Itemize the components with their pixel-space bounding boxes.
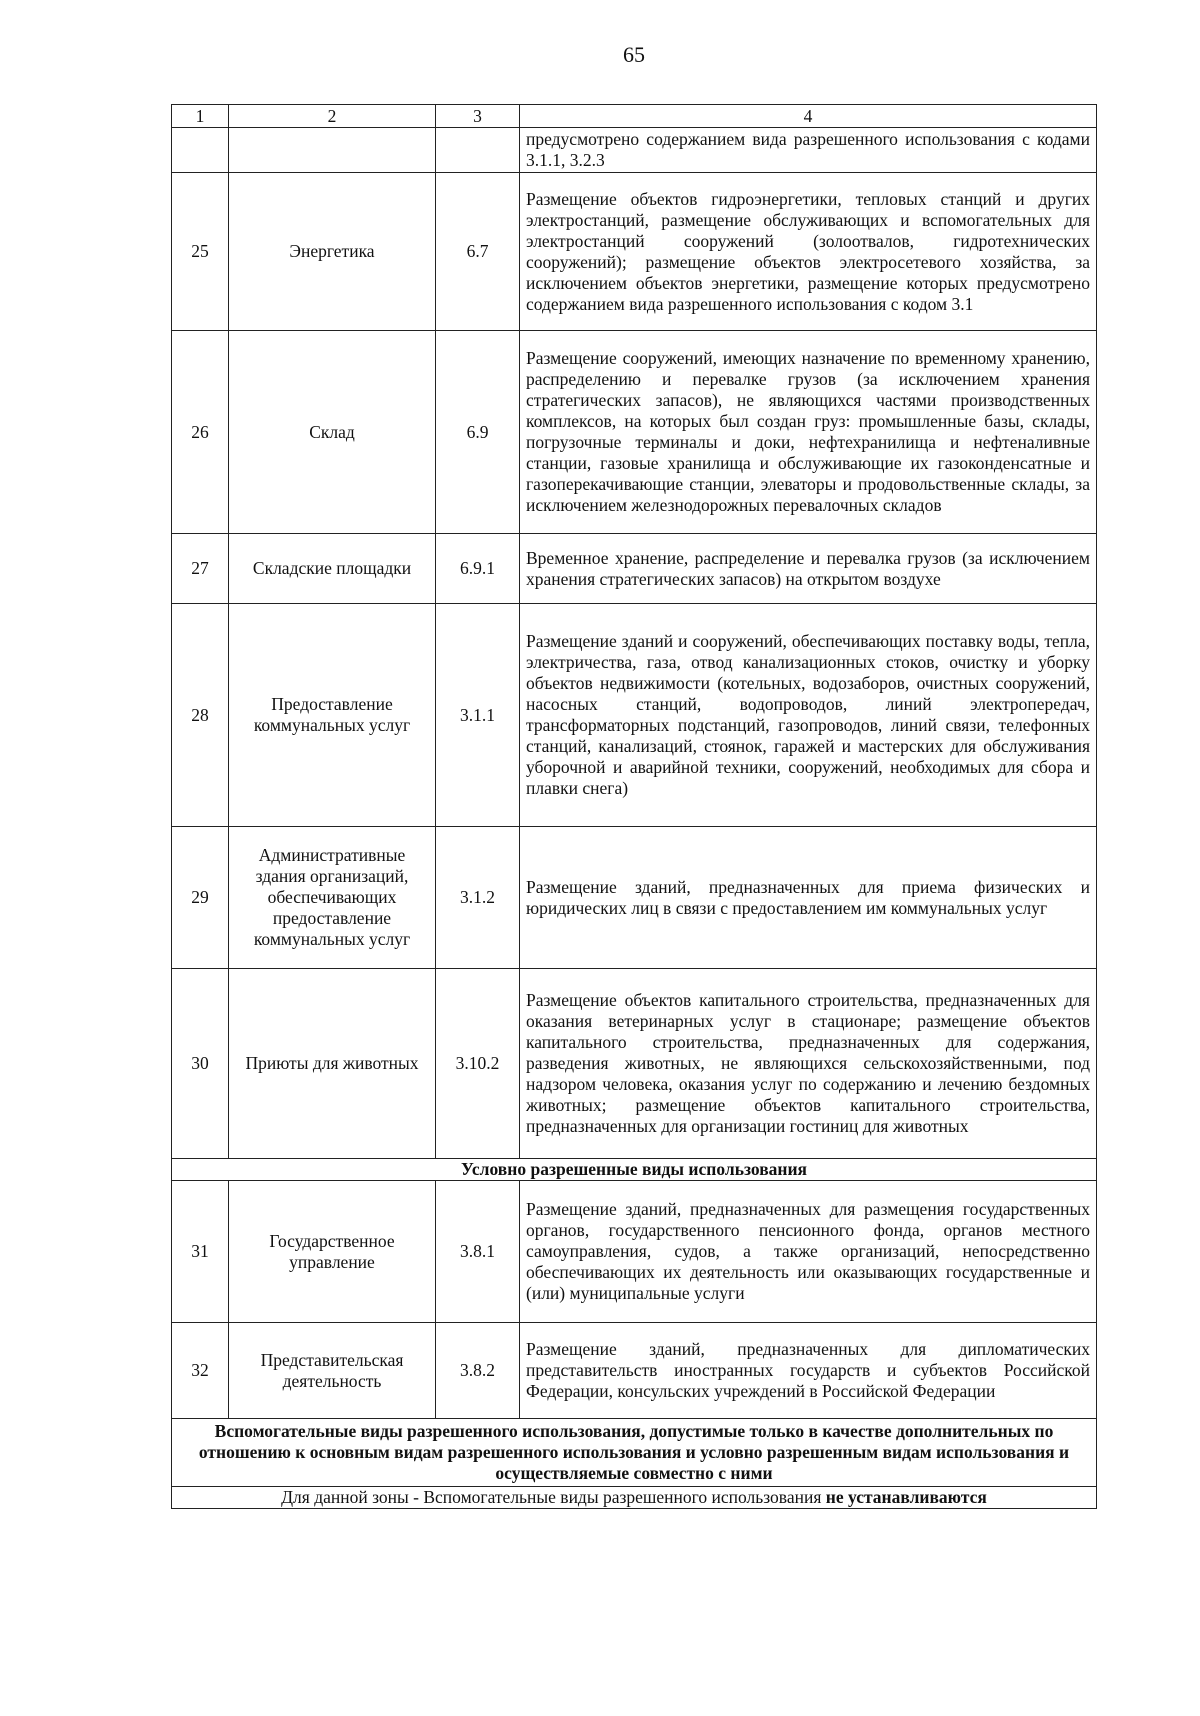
use-code: 3.1.1 bbox=[436, 604, 520, 827]
use-code: 3.8.1 bbox=[436, 1181, 520, 1323]
table-row bbox=[172, 534, 1097, 604]
use-name: Предоставление коммунальных услуг bbox=[229, 604, 436, 827]
use-code: 3.8.2 bbox=[436, 1323, 520, 1419]
page-number: 65 bbox=[623, 42, 645, 67]
use-name: Энергетика bbox=[229, 173, 436, 331]
use-name: Государственное управление bbox=[229, 1181, 436, 1323]
land-use-table bbox=[171, 104, 1097, 1509]
continuation-text: предусмотрено содержанием вида разрешенного использования с кодами 3.1.1, 3.2.3 bbox=[520, 128, 1097, 173]
column-number-2: 2 bbox=[229, 105, 436, 128]
row-number: 28 bbox=[172, 604, 229, 827]
use-description: Размещение зданий, предназначенных для приема физических и юридических лиц в связи с предоставлением им коммунальных услуг bbox=[520, 827, 1097, 969]
use-name: Приюты для животных bbox=[229, 969, 436, 1159]
column-number-1: 1 bbox=[172, 105, 229, 128]
row-number: 29 bbox=[172, 827, 229, 969]
footer-note bbox=[172, 1487, 1097, 1509]
use-description: Размещение объектов гидроэнергетики, тепловых станций и других электростанций, размещение обслуживающих и вспомогательных для электростанций сооружений (золоотвалов, гидротехнических сооружений); размещение объектов электросетевого хозяйства, за исключением объектов энергетики, размещение которых предусмотрено содержанием вида разрешенного использования с кодом 3.1 bbox=[520, 173, 1097, 331]
use-code: 6.9 bbox=[436, 331, 520, 534]
use-description: Размещение зданий, предназначенных для размещения государственных органов, государственного пенсионного фонда, органов местного самоуправления, судов, а также организаций, непосредственно обеспечивающих их деятельность или оказывающих государственные и (или) муниципальные услуги bbox=[520, 1181, 1097, 1323]
conditional-section-row bbox=[172, 1159, 1097, 1181]
auxiliary-section-row bbox=[172, 1419, 1097, 1487]
row-number: 30 bbox=[172, 969, 229, 1159]
row-number: 27 bbox=[172, 534, 229, 604]
footer-note-row bbox=[172, 1487, 1097, 1509]
table-row bbox=[172, 331, 1097, 534]
footer-note-text: Для данной зоны - Вспомогательные виды разрешенного использования bbox=[281, 1487, 826, 1507]
auxiliary-section-header: Вспомогательные виды разрешенного использования, допустимые только в качестве дополнительных по отношению к основным видам разрешенного использования и условно разрешенным видам использования и осуществляемые совместно с ними bbox=[172, 1419, 1097, 1487]
row-number: 25 bbox=[172, 173, 229, 331]
continuation-row bbox=[172, 128, 1097, 173]
column-number-3: 3 bbox=[436, 105, 520, 128]
table-row bbox=[172, 1181, 1097, 1323]
use-code: 3.1.2 bbox=[436, 827, 520, 969]
footer-note-emphasis: не устанавливаются bbox=[825, 1487, 987, 1507]
use-description: Размещение зданий и сооружений, обеспечивающих поставку воды, тепла, электричества, газа, отвод канализационных стоков, очистку и уборку объектов недвижимости (котельных, водозаборов, очистных сооружений, насосных станций, водопроводов, линий электропередач, трансформаторных подстанций, газопроводов, линий связи, телефонных станций, канализаций, стоянок, гаражей и мастерских для обслуживания уборочной и аварийной техники, сооружений, необходимых для сбора и плавки снега) bbox=[520, 604, 1097, 827]
column-number-4: 4 bbox=[520, 105, 1097, 128]
row-number: 32 bbox=[172, 1323, 229, 1419]
use-name: Представительская деятельность bbox=[229, 1323, 436, 1419]
use-name: Складские площадки bbox=[229, 534, 436, 604]
table-row bbox=[172, 1323, 1097, 1419]
use-description: Размещение сооружений, имеющих назначение по временному хранению, распределению и перевалке грузов (за исключением хранения стратегических запасов), не являющихся частями производственных комплексов, на которых был создан груз: промышленные базы, склады, погрузочные терминалы и доки, нефтехранилища и нефтеналивные станции, газовые хранилища и обслуживающие их газоконденсатные и газоперекачивающие станции, элеваторы и продовольственные склады, за исключением железнодорожных перевалочных складов bbox=[520, 331, 1097, 534]
table-row bbox=[172, 827, 1097, 969]
row-number: 26 bbox=[172, 331, 229, 534]
use-description: Временное хранение, распределение и перевалка грузов (за исключением хранения стратегических запасов) на открытом воздухе bbox=[520, 534, 1097, 604]
use-description: Размещение объектов капитального строительства, предназначенных для оказания ветеринарных услуг в стационаре; размещение объектов капитального строительства, предназначенных для содержания, разведения животных, не являющихся сельскохозяйственными, под надзором человека, оказания услуг по содержанию и лечению бездомных животных; размещение объектов капитального строительства, предназначенных для организации гостиниц для животных bbox=[520, 969, 1097, 1159]
column-number-row bbox=[172, 105, 1097, 128]
use-code: 3.10.2 bbox=[436, 969, 520, 1159]
use-name: Склад bbox=[229, 331, 436, 534]
use-code: 6.9.1 bbox=[436, 534, 520, 604]
table-row bbox=[172, 173, 1097, 331]
table-row bbox=[172, 969, 1097, 1159]
empty-cell bbox=[229, 128, 436, 173]
use-name: Административные здания организаций, обеспечивающих предоставление коммунальных услуг bbox=[229, 827, 436, 969]
use-code: 6.7 bbox=[436, 173, 520, 331]
table-row bbox=[172, 604, 1097, 827]
empty-cell bbox=[436, 128, 520, 173]
use-description: Размещение зданий, предназначенных для дипломатических представительств иностранных государств и субъектов Российской Федерации, консульских учреждений в Российской Федерации bbox=[520, 1323, 1097, 1419]
empty-cell bbox=[172, 128, 229, 173]
conditional-section-header: Условно разрешенные виды использования bbox=[172, 1159, 1097, 1181]
row-number: 31 bbox=[172, 1181, 229, 1323]
